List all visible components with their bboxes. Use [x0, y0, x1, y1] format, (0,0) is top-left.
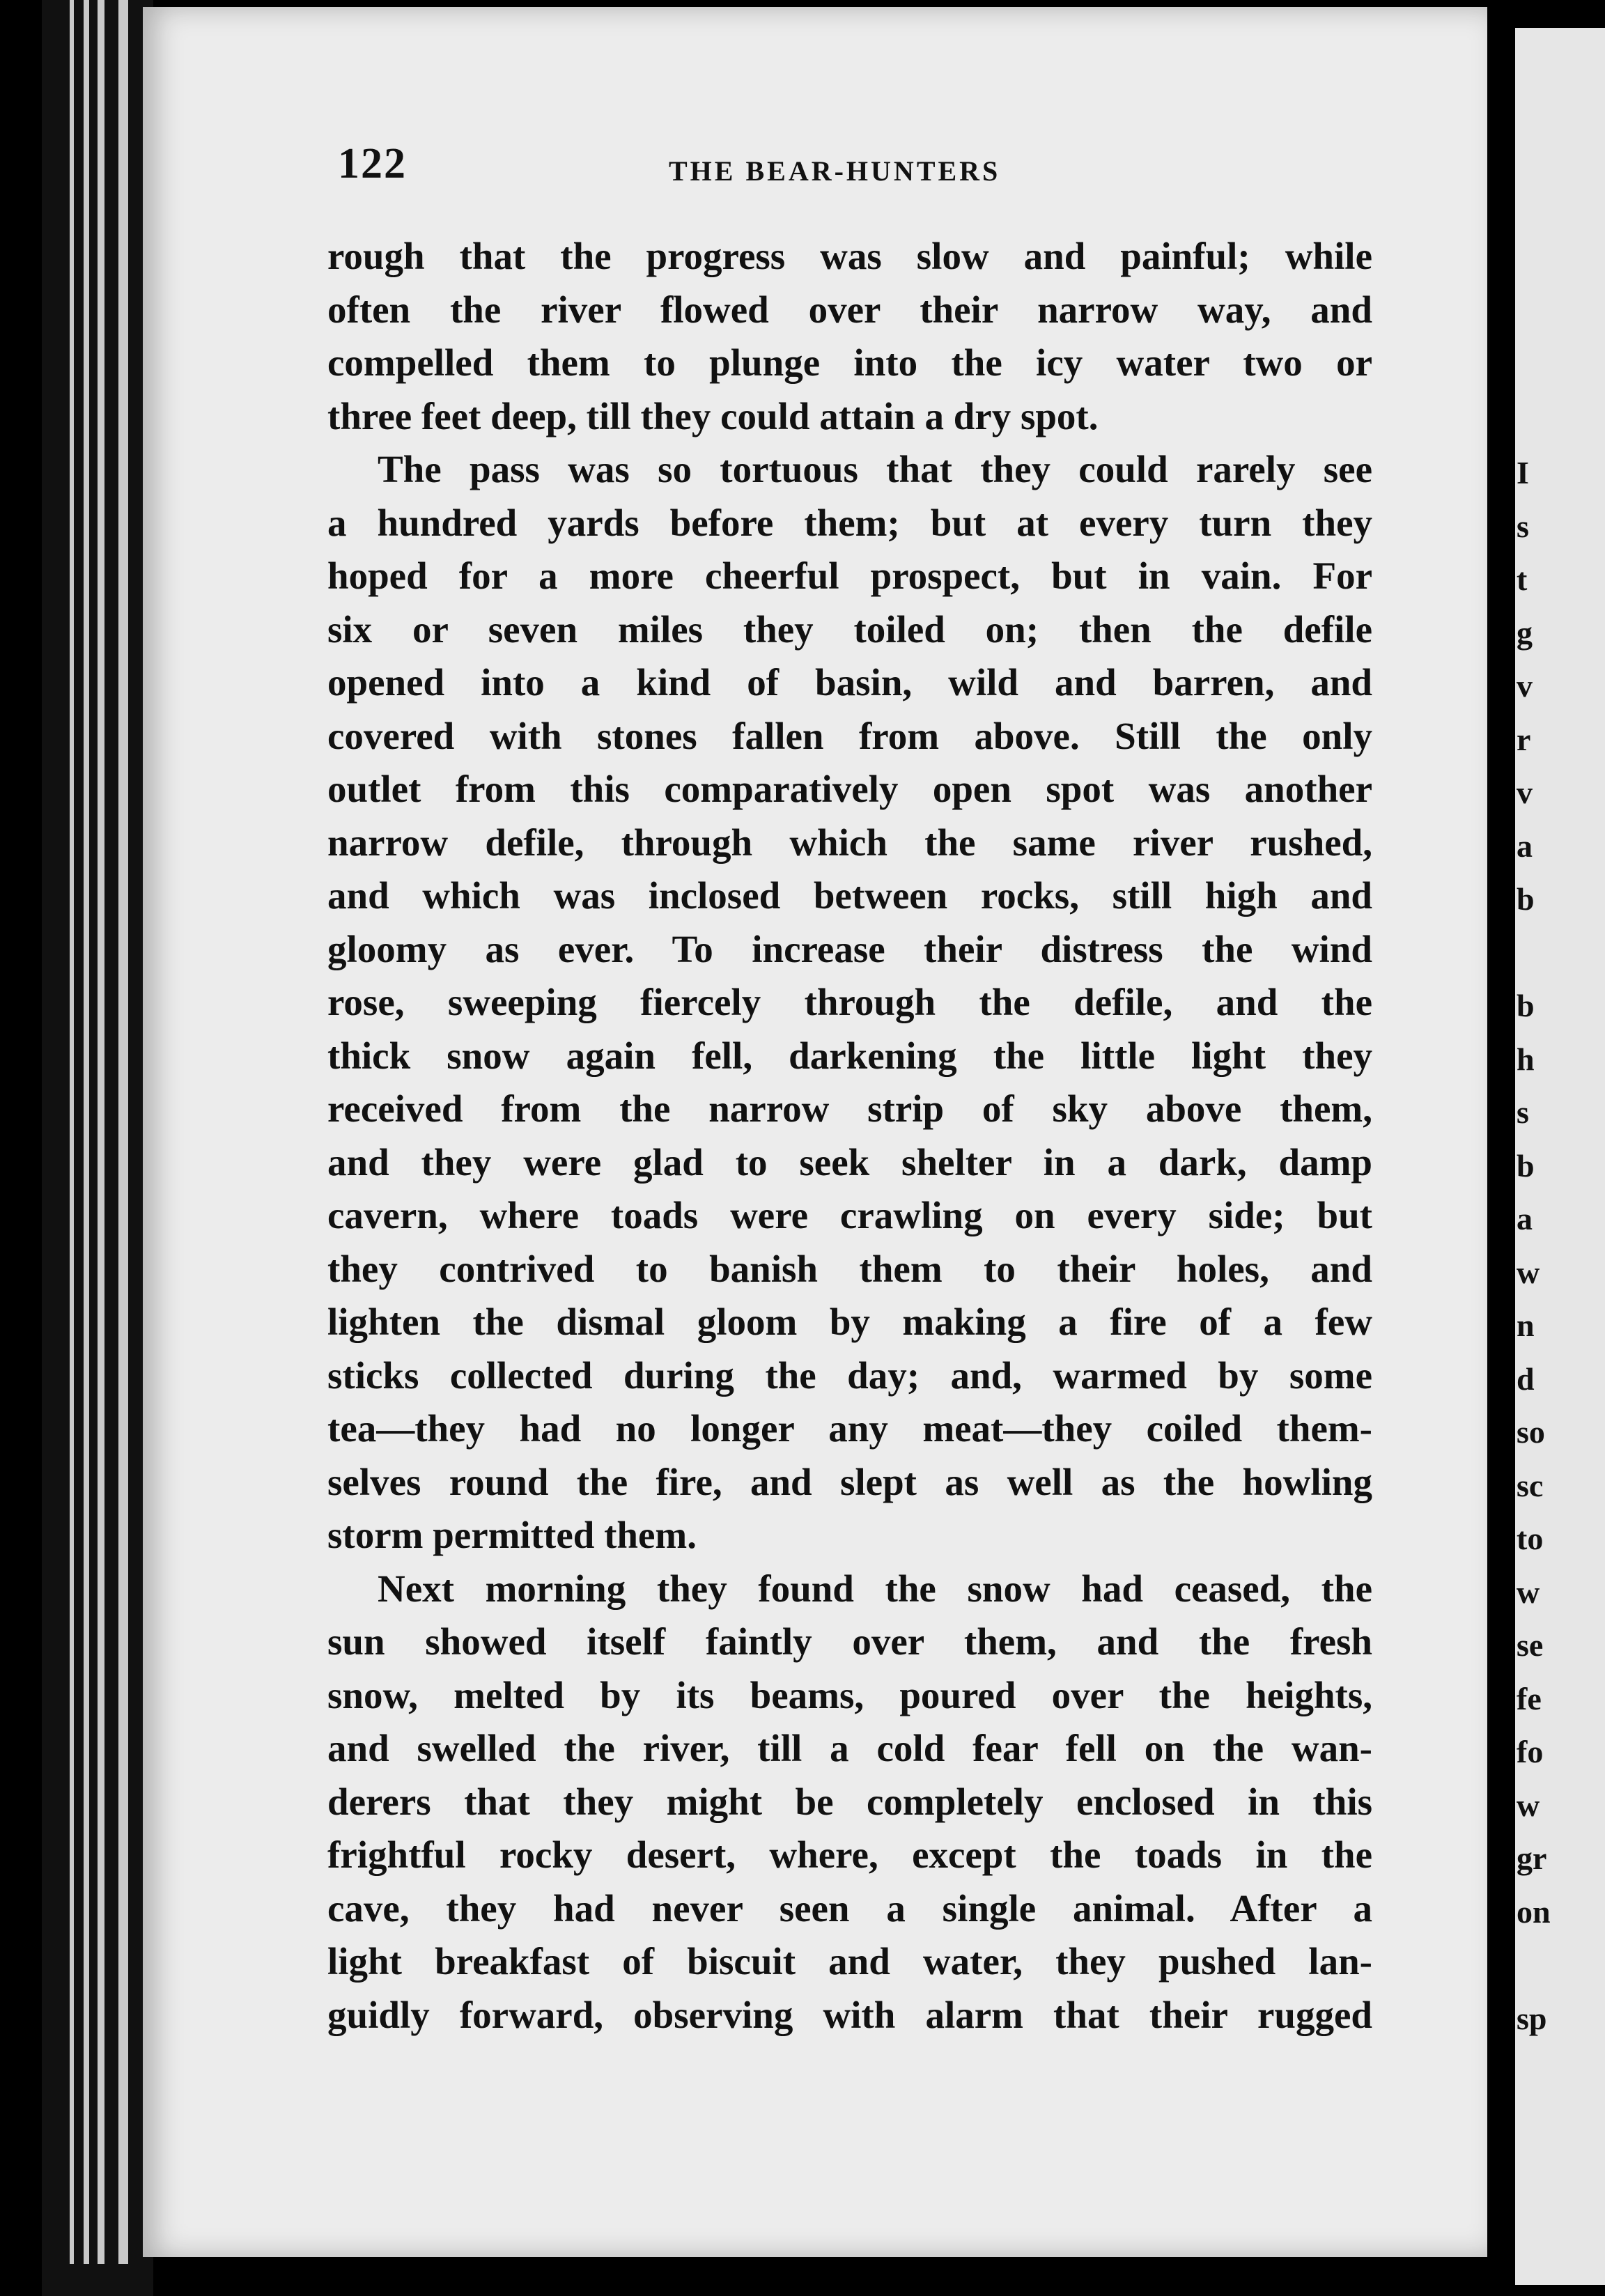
next-page-fragment: gr	[1517, 1840, 1547, 1876]
next-page-fragment: so	[1517, 1414, 1545, 1450]
text-line: selves round the fire, and slept as well as the howling	[327, 1460, 1372, 1503]
text-line: snow, melted by its beams, poured over the heights,	[327, 1673, 1372, 1716]
text-line: and which was inclosed between rocks, still high and	[327, 874, 1372, 917]
text-line: frightful rocky desert, where, except the toads in the	[327, 1833, 1372, 1876]
text-line: lighten the dismal gloom by making a fire of a few	[327, 1301, 1372, 1343]
text-line: sun showed itself faintly over them, and the fresh	[327, 1620, 1372, 1663]
next-page-fragment: s	[1517, 508, 1529, 544]
next-page-fragment: fe	[1517, 1680, 1542, 1716]
text-line: The pass was so tortuous that they could rarely see	[378, 448, 1372, 490]
next-page-fragment: b	[1517, 881, 1535, 917]
text-line: and swelled the river, till a cold fear fell on the wan-	[327, 1727, 1372, 1769]
text-line: often the river flowed over their narrow way, and	[327, 288, 1372, 331]
page-header	[338, 139, 1383, 195]
next-page-fragment: w	[1517, 1787, 1540, 1823]
next-page-fragment: sc	[1517, 1467, 1544, 1503]
next-page-fragment: v	[1517, 668, 1533, 704]
page-edge-leaf	[84, 0, 89, 2264]
text-line: received from the narrow strip of sky above them,	[327, 1087, 1372, 1130]
next-page-fragment: I	[1517, 455, 1529, 490]
next-page-fragment: sp	[1517, 2000, 1547, 2036]
page-number: 122	[338, 140, 407, 187]
next-page-fragment: fo	[1517, 1734, 1544, 1769]
next-page-fragment: h	[1517, 1041, 1535, 1077]
text-line: they contrived to banish them to their holes, and	[327, 1247, 1372, 1290]
text-line: rough that the progress was slow and painful; while	[327, 235, 1372, 277]
next-page-fragment: w	[1517, 1574, 1540, 1610]
next-page-fragment: t	[1517, 561, 1528, 597]
text-line: guidly forward, observing with alarm that their rugged	[327, 1993, 1372, 2036]
next-page-fragment: a	[1517, 1201, 1533, 1236]
text-line: thick snow again fell, darkening the little light they	[327, 1034, 1372, 1077]
text-line: six or seven miles they toiled on; then the defile	[327, 607, 1372, 651]
next-page-fragment: a	[1517, 828, 1533, 864]
page-edge-leaf	[70, 0, 74, 2264]
next-page-fragment: se	[1517, 1627, 1544, 1663]
text-line: compelled them to plunge into the icy water two or	[327, 341, 1372, 384]
next-page-fragment: g	[1517, 614, 1533, 651]
page-edge-leaf	[98, 0, 104, 2264]
text-line: light breakfast of biscuit and water, they pushed lan-	[327, 1940, 1372, 1983]
page-edges	[42, 0, 153, 2296]
text-line: cavern, where toads were crawling on every side; but	[327, 1194, 1372, 1236]
next-page-fragment: s	[1517, 1094, 1529, 1130]
next-page-fragment: b	[1517, 988, 1535, 1023]
running-title: THE BEAR-HUNTERS	[669, 155, 1001, 187]
page-edge-leaf	[118, 0, 128, 2264]
text-line: sticks collected during the day; and, warmed by some	[327, 1353, 1372, 1397]
text-line: tea—they had no longer any meat—they coiled them-	[327, 1407, 1372, 1450]
next-page-fragment: on	[1517, 1893, 1551, 1930]
text-line: rose, sweeping fiercely through the defile, and the	[327, 981, 1372, 1023]
next-page-fragment: n	[1517, 1308, 1535, 1343]
text-line: cave, they had never seen a single animal. After a	[327, 1886, 1372, 1930]
text-line: Next morning they found the snow had ceased, the	[378, 1567, 1372, 1610]
text-line: and they were glad to seek shelter in a dark, damp	[327, 1140, 1372, 1184]
text-line: a hundred yards before them; but at every turn they	[327, 501, 1372, 544]
text-line: narrow defile, through which the same river rushed,	[327, 821, 1372, 864]
next-page-edge	[1515, 28, 1605, 2285]
body-text	[327, 230, 1372, 2042]
next-page-fragment: w	[1517, 1254, 1540, 1290]
text-line: three feet deep, till they could attain a dry spot.	[327, 394, 1099, 437]
text-line: outlet from this comparatively open spot was another	[327, 768, 1372, 810]
text-line: gloomy as ever. To increase their distress the wind	[327, 927, 1372, 970]
next-page-fragment: v	[1517, 775, 1533, 810]
text-line: derers that they might be completely enclosed in this	[327, 1780, 1372, 1823]
text-line: opened into a kind of basin, wild and barren, and	[327, 661, 1372, 704]
next-page-fragment: to	[1517, 1521, 1544, 1556]
next-page-fragment: d	[1517, 1360, 1535, 1397]
text-line: covered with stones fallen from above. Still the only	[327, 714, 1372, 757]
text-line: hoped for a more cheerful prospect, but in vain. For	[327, 554, 1372, 597]
next-page-fragment: b	[1517, 1147, 1535, 1184]
binding-gutter	[1487, 0, 1515, 2296]
next-page-fragment: r	[1517, 721, 1531, 757]
text-line: storm permitted them.	[327, 1514, 697, 1556]
